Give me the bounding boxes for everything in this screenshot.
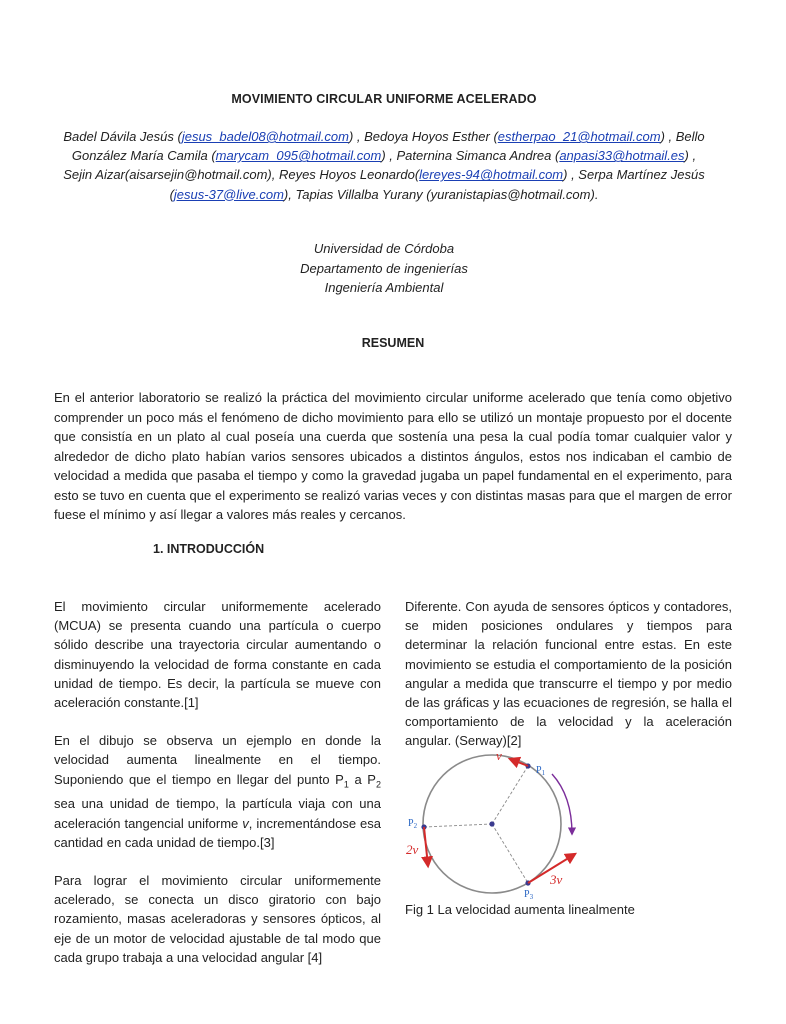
radius-line <box>492 766 528 824</box>
circular-motion-figure <box>400 746 590 901</box>
author-email-link[interactable]: jesus_badel08@hotmail.com <box>181 129 349 144</box>
label-p1: $P_1$ <box>536 765 546 777</box>
intro-paragraph-3: Para lograr el movimiento circular uniformemente acelerado, se conecta un disco giratorio con bajo rozamiento, masas aceleradoras y sensores ópticos, al eje de un motor de velocidad ajustable de tal modo que cada grupo trabaja a una velocidad angular [4] <box>54 873 381 965</box>
author-text: ) , Sejin Aizar(aisarsejin@hotmail.com), Reyes Hoyos Leonardo( <box>63 148 697 183</box>
label-p3: $P_3$ <box>524 889 534 901</box>
introduction-heading: 1. INTRODUCCIÓN <box>153 542 265 556</box>
radius-line <box>492 824 528 883</box>
author-email-link[interactable]: jesus-37@live.com <box>173 186 284 202</box>
author-text: ) , Bello González María Camila ( <box>71 129 705 164</box>
author-text: Badel Dávila Jesús ( <box>63 129 182 144</box>
department: Departamento de ingenierías <box>300 260 468 276</box>
author-text: ), Tapias Villalba Yurany (yuranistapias@hotmail.com). <box>283 186 599 202</box>
author-text: ) , Bedoya Hoyos Esther ( <box>348 129 498 144</box>
abstract-text: En el anterior laboratorio se realizó la práctica del movimiento circular uniforme acelerado que tenía como objetivo comprender un poco más el fenómeno de dicho movimiento para ello se utilizó un montaje propuesto por el docente que consistía en un plato al cual poseía una cuerda que sostenía una pesa la cual podía tomar cualquier valor y alrededor de dicho plato habían varios sensores ubicados a distintos ángulos, estos nos indicaban el cambio de velocidad a medida que pasaba el tiempo y como la gravedad jugaba un papel fundamental en el experimento, para esto se tuvo en cuenta que el experimento se realizó varias veces y con distintas masas para que el margen de error fuese el mínimo y así llegar a valores más reales y cercanos. <box>54 390 732 522</box>
figure-caption: Fig 1 La velocidad aumenta linealmente <box>405 902 635 917</box>
intro-paragraph-1: El movimiento circular uniformemente acelerado (MCUA) se presenta cuando una partícula o cuerpo sólido describe una trayectoria circular aumentando o disminuyendo la velocidad de forma constante en cada unidad de tiempo. Es decir, la partícula se mueve con aceleración constante.[1] <box>54 599 381 711</box>
intro-paragraph-2: En el dibujo se observa un ejemplo en donde la velocidad aumenta linealmente en el tiempo. Suponiendo que el tiempo en llegar del punto $P_1$ a $P_2$ sea una unidad de tiempo, la partícula viaja con una aceleración tangencial uniforme v, incrementándose esa cantidad en cada unidad de tiempo.[3] <box>54 733 381 850</box>
center-point <box>489 821 494 826</box>
label-v3: 3v <box>550 872 563 887</box>
author-email-link[interactable]: anpasi33@hotmail.es <box>559 148 685 164</box>
figure-svg <box>400 746 590 901</box>
author-list <box>58 127 710 204</box>
university: Universidad de Córdoba <box>313 241 455 256</box>
label-p2: $P_2$ <box>408 818 418 830</box>
left-column <box>54 597 381 986</box>
program: Ingeniería Ambiental <box>324 280 444 295</box>
author-email-link[interactable]: estherpao_21@hotmail.com <box>497 129 661 144</box>
right-column <box>405 597 732 770</box>
author-email-link[interactable]: marycam_095@hotmail.com <box>215 148 382 164</box>
label-v2: 2v <box>406 842 419 857</box>
label-v1: v <box>496 748 502 763</box>
author-text: ) , Serpa Martínez Jesús ( <box>169 167 705 202</box>
radius-line <box>424 824 492 827</box>
author-text: ) , Paternina Simanca Andrea ( <box>381 148 560 164</box>
affiliation <box>0 239 768 298</box>
abstract-heading: RESUMEN <box>361 336 425 350</box>
intro-paragraph-4: Diferente. Con ayuda de sensores ópticos y contadores, se miden posiciones ondulares y tiempos para determinar la relación funcional entre estas. En este movimiento se estudia el comportamiento de la posición angular a medida que transcurre el tiempo y por medio de las gráficas y las ecuaciones de regresión, se halla el comportamiento de la velocidad y la aceleración angular. (Serway)[2] <box>405 599 732 749</box>
author-email-link[interactable]: lereyes-94@hotmail.com <box>419 167 564 183</box>
motion-direction-arrow <box>552 774 572 834</box>
paper-title: MOVIMIENTO CIRCULAR UNIFORME ACELERADO <box>231 92 537 106</box>
